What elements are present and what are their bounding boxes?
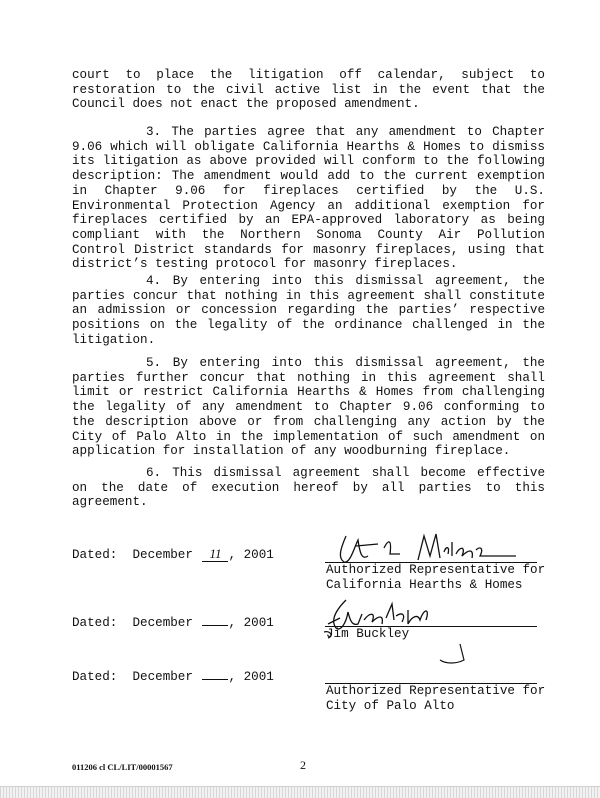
dated-line-2 xyxy=(72,616,274,631)
dated-day-3 xyxy=(202,679,228,680)
signature-label-1a: Authorized Representative for xyxy=(326,563,546,577)
dated-prefix: Dated: December xyxy=(72,616,201,630)
dated-line-1 xyxy=(72,546,274,563)
dated-suffix: , 2001 xyxy=(228,670,274,684)
paragraph-6-text: 6. This dismissal agreement shall become effective on the date of execution hereof by all parties to this agreement. xyxy=(72,466,545,510)
paragraph-3 xyxy=(72,125,545,272)
signature-label-2: Jim Buckley xyxy=(326,627,410,641)
page-number: 2 xyxy=(300,758,306,772)
paragraph-continuation-text: court to place the litigation off calendar, subject to restoration to the civil active list in the event that the Council does not enact the proposed amendment. xyxy=(72,68,545,112)
dated-suffix: , 2001 xyxy=(228,548,274,562)
dated-day-1: 11 xyxy=(202,546,228,562)
paragraph-4-text: 4. By entering into this dismissal agreement, the parties concur that nothing in this agreement shall constitute an admission or concession regarding the parties’ respective positions on the legality of the ordinance challenged in the litigation. xyxy=(72,274,545,347)
dated-line-3 xyxy=(72,670,274,685)
scan-artifact-bar xyxy=(0,786,600,798)
dated-day-2 xyxy=(202,625,228,626)
signature-label-3b: City of Palo Alto xyxy=(326,699,455,713)
paragraph-5 xyxy=(72,356,545,459)
dated-suffix: , 2001 xyxy=(228,616,274,630)
paragraph-4 xyxy=(72,274,545,348)
paragraph-3-text: 3. The parties agree that any amendment to Chapter 9.06 which will obligate California Hearths & Homes to dismiss its litigation as above provided will conform to the following description: The amendment would add to the current exemption in Chapter 9.06 for fireplaces certified by the U.S. Environmental Protection Agency an additional exemption for fireplaces certified by an EPA-approved laboratory as being compliant with the Northern Sonoma County Air Pollution Control District standards for masonry fireplaces, using that district’s testing protocol for masonry fireplaces. xyxy=(72,125,545,272)
signature-label-3a: Authorized Representative for xyxy=(326,684,546,698)
dated-prefix: Dated: December xyxy=(72,670,201,684)
document-id: 011206 cl CL/LIT/00001567 xyxy=(72,762,173,772)
paragraph-5-text: 5. By entering into this dismissal agreement, the parties further concur that nothing in this agreement shall limit or restrict California Hearths & Homes from challenging the legality of any amendment to Chapter 9.06 conforming to the description above or from challenging any action by the City of Palo Alto in the implementation of such amendment on application for installation of any woodburning fireplace. xyxy=(72,356,545,459)
paragraph-continuation xyxy=(72,68,545,112)
signature-label-1b: California Hearths & Homes xyxy=(326,578,523,592)
paragraph-6 xyxy=(72,466,545,510)
dated-prefix: Dated: December xyxy=(72,548,201,562)
